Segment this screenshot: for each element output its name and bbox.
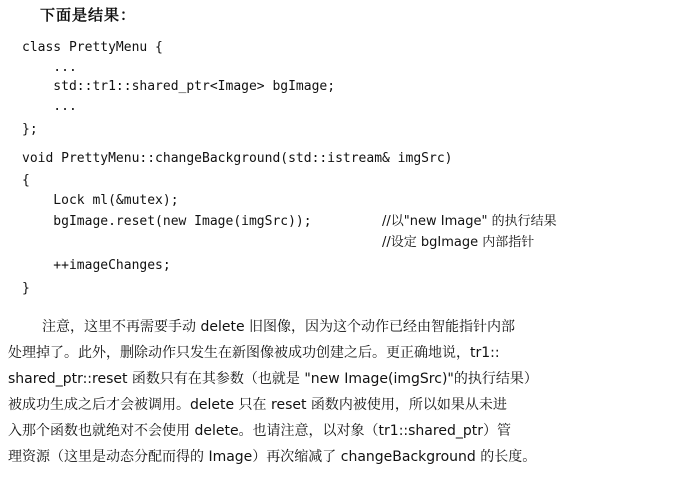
- code-line: ...: [22, 60, 77, 75]
- intro-heading: 下面是结果：: [40, 6, 137, 24]
- paragraph-line: 注意，这里不再需要手动 delete 旧图像，因为这个动作已经由智能指针内部: [42, 319, 516, 335]
- paragraph-line: 处理掉了。此外，删除动作只发生在新图像被成功创建之后。更正确地说，tr1::: [8, 345, 500, 361]
- code-comment: //以"new Image" 的执行结果: [382, 214, 557, 229]
- paragraph-line: shared_ptr::reset 函数只有在其参数（也就是 "new Image(imgSrc)"的执行结果）: [8, 371, 538, 387]
- paragraph-line: 被成功生成之后才会被调用。delete 只在 reset 函数内被使用，所以如果从未进: [8, 397, 507, 413]
- code-line: ...: [22, 99, 77, 114]
- code-line: class PrettyMenu {: [22, 40, 163, 55]
- code-line: bgImage.reset(new Image(imgSrc));: [22, 214, 312, 229]
- code-line: Lock ml(&mutex);: [22, 193, 179, 208]
- code-comment: //设定 bgImage 内部指针: [382, 235, 535, 250]
- code-line: std::tr1::shared_ptr<Image> bgImage;: [22, 79, 336, 94]
- code-line: {: [22, 173, 30, 188]
- paragraph-line: 入那个函数也就绝对不会使用 delete。也请注意，以对象（tr1::shared_ptr）管: [8, 423, 511, 439]
- code-line: void PrettyMenu::changeBackground(std::istream& imgSrc): [22, 151, 453, 166]
- code-line: }: [22, 281, 30, 296]
- paragraph-line: 理资源（这里是动态分配而得的 Image）再次缩减了 changeBackground 的长度。: [8, 449, 537, 465]
- code-line: ++imageChanges;: [22, 258, 171, 273]
- code-line: };: [22, 122, 38, 137]
